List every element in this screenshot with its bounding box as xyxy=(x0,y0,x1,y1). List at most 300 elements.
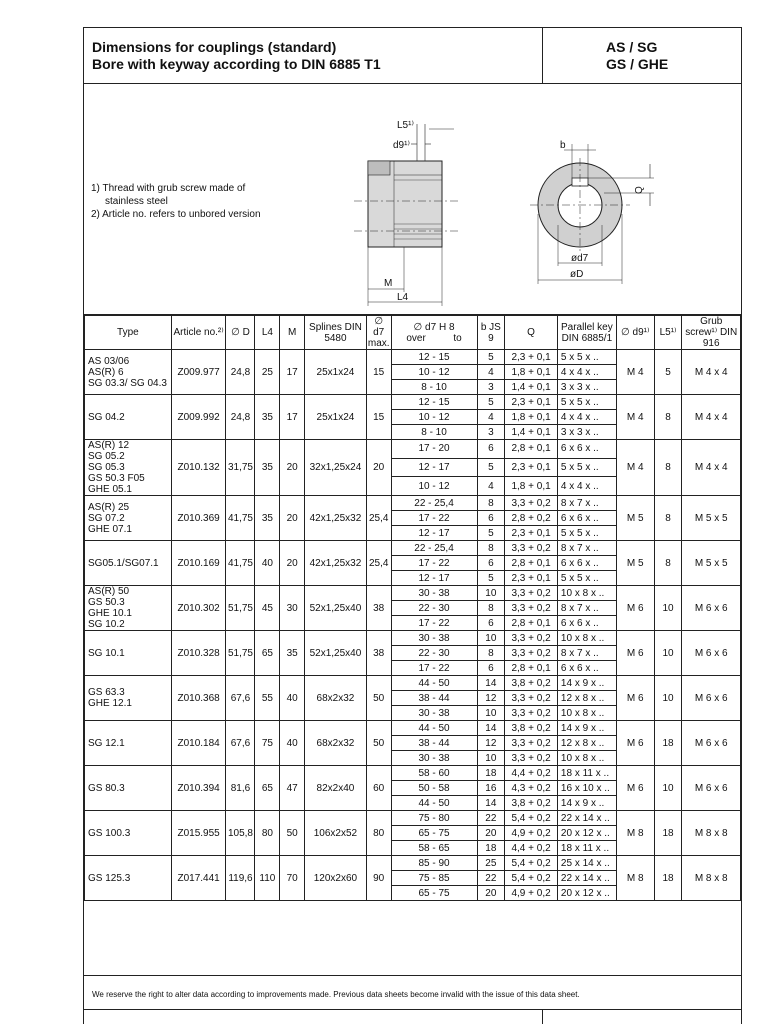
table-row xyxy=(85,766,741,781)
cell-b: 5 xyxy=(477,458,505,477)
cell-l5: 10 xyxy=(654,631,682,676)
cell-d7-range: 75 - 85 xyxy=(391,871,477,886)
cell-m: 70 xyxy=(280,856,305,901)
cell-l4: 75 xyxy=(255,721,280,766)
cell-q: 4,9 + 0,2 xyxy=(505,886,558,901)
cell-parallel-key: 16 x 10 x .. xyxy=(557,781,616,796)
cell-d7-range: 38 - 44 xyxy=(391,691,477,706)
cell-splines: 68x2x32 xyxy=(305,721,367,766)
cell-article: Z010.302 xyxy=(171,586,226,631)
cell-d7-range: 50 - 58 xyxy=(391,781,477,796)
cell-q: 2,3 + 0,1 xyxy=(505,458,558,477)
cell-d7max: 38 xyxy=(366,586,391,631)
cell-q: 3,3 + 0,2 xyxy=(505,736,558,751)
cell-parallel-key: 5 x 5 x .. xyxy=(557,526,616,541)
col-parallel-key: Parallel key DIN 6885/1 xyxy=(557,316,616,350)
cell-q: 2,8 + 0,2 xyxy=(505,511,558,526)
cell-q: 2,8 + 0,1 xyxy=(505,661,558,676)
cell-q: 3,8 + 0,2 xyxy=(505,676,558,691)
cell-b: 20 xyxy=(477,826,505,841)
cell-grub-screw: M 6 x 6 xyxy=(682,676,741,721)
cell-splines: 120x2x60 xyxy=(305,856,367,901)
cell-grub-screw: M 4 x 4 xyxy=(682,440,741,496)
cell-m: 17 xyxy=(280,350,305,395)
col-d: ∅ D xyxy=(226,316,255,350)
cell-parallel-key: 18 x 11 x .. xyxy=(557,766,616,781)
cell-d7max: 50 xyxy=(366,721,391,766)
cell-d: 51,75 xyxy=(226,631,255,676)
cell-b: 5 xyxy=(477,350,505,365)
cell-q: 2,8 + 0,1 xyxy=(505,556,558,571)
coupling-drawing xyxy=(84,84,741,315)
cell-parallel-key: 18 x 11 x .. xyxy=(557,841,616,856)
cell-parallel-key: 6 x 6 x .. xyxy=(557,556,616,571)
col-d7-over: over xyxy=(406,332,426,344)
cell-b: 3 xyxy=(477,380,505,395)
cell-l4: 35 xyxy=(255,395,280,440)
cell-article: Z010.328 xyxy=(171,631,226,676)
cell-q: 2,3 + 0,1 xyxy=(505,526,558,541)
footnote-1: 1) Thread with grub screw made of stainless steel xyxy=(91,183,246,207)
cell-type: GS 125.3 xyxy=(85,856,172,901)
cell-d7max: 38 xyxy=(366,631,391,676)
cell-b: 6 xyxy=(477,616,505,631)
cell-parallel-key: 12 x 8 x .. xyxy=(557,691,616,706)
cell-article: Z010.184 xyxy=(171,721,226,766)
cell-b: 8 xyxy=(477,601,505,616)
cell-splines: 106x2x52 xyxy=(305,811,367,856)
table-row xyxy=(85,496,741,511)
cell-q: 5,4 + 0,2 xyxy=(505,811,558,826)
cell-d7max: 15 xyxy=(366,395,391,440)
sheet-title: Dimensions for couplings (standard) Bore with keyway according to DIN 6885 T1 xyxy=(92,39,381,72)
cell-splines: 52x1,25x40 xyxy=(305,586,367,631)
cell-type: AS(R) 12 SG 05.2 SG 05.3 GS 50.3 F05 GHE 05.1 xyxy=(85,440,172,496)
sheet-header xyxy=(84,28,741,84)
col-l4: L4 xyxy=(255,316,280,350)
cell-b: 4 xyxy=(477,477,505,496)
cell-parallel-key: 4 x 4 x .. xyxy=(557,477,616,496)
cell-d: 81,6 xyxy=(226,766,255,811)
cell-grub-screw: M 5 x 5 xyxy=(682,541,741,586)
cell-parallel-key: 3 x 3 x .. xyxy=(557,425,616,440)
cell-b: 3 xyxy=(477,425,505,440)
cell-parallel-key: 5 x 5 x .. xyxy=(557,571,616,586)
cell-d7-range: 17 - 22 xyxy=(391,661,477,676)
label-q: Q xyxy=(634,186,645,194)
cell-q: 1,4 + 0,1 xyxy=(505,380,558,395)
cell-d: 105,8 xyxy=(226,811,255,856)
cell-parallel-key: 4 x 4 x .. xyxy=(557,410,616,425)
col-grub-screw: Grub screw¹⁾ DIN 916 xyxy=(682,316,741,350)
label-d7: ød7 xyxy=(571,253,589,264)
front-view xyxy=(530,140,654,284)
cell-q: 3,3 + 0,2 xyxy=(505,751,558,766)
footnote-2: 2) Article no. refers to unbored version xyxy=(91,209,261,220)
table-row xyxy=(85,676,741,691)
cell-l5: 10 xyxy=(654,766,682,811)
cell-parallel-key: 10 x 8 x .. xyxy=(557,631,616,646)
cell-parallel-key: 25 x 14 x .. xyxy=(557,856,616,871)
cell-parallel-key: 6 x 6 x .. xyxy=(557,440,616,459)
cell-d9: M 6 xyxy=(616,676,654,721)
cell-d9: M 5 xyxy=(616,541,654,586)
cell-q: 4,4 + 0,2 xyxy=(505,766,558,781)
cell-l5: 8 xyxy=(654,541,682,586)
table-body xyxy=(85,350,741,901)
cell-b: 8 xyxy=(477,541,505,556)
cell-l5: 18 xyxy=(654,811,682,856)
cell-q: 5,4 + 0,2 xyxy=(505,871,558,886)
cell-parallel-key: 6 x 6 x .. xyxy=(557,661,616,676)
col-splines: Splines DIN 5480 xyxy=(305,316,367,350)
cell-parallel-key: 22 x 14 x .. xyxy=(557,871,616,886)
cell-type: AS(R) 25 SG 07.2 GHE 07.1 xyxy=(85,496,172,541)
cell-type: SG05.1/SG07.1 xyxy=(85,541,172,586)
cell-article: Z010.169 xyxy=(171,541,226,586)
cell-article: Z017.441 xyxy=(171,856,226,901)
table-row xyxy=(85,856,741,871)
cell-d7max: 80 xyxy=(366,811,391,856)
footer-divider xyxy=(542,1010,543,1024)
cell-d9: M 8 xyxy=(616,811,654,856)
cell-l4: 65 xyxy=(255,766,280,811)
cell-q: 3,3 + 0,2 xyxy=(505,646,558,661)
cell-grub-screw: M 5 x 5 xyxy=(682,496,741,541)
cell-m: 30 xyxy=(280,586,305,631)
table-row xyxy=(85,631,741,646)
cell-l5: 18 xyxy=(654,721,682,766)
col-article: Article no.²⁾ xyxy=(171,316,226,350)
cell-l5: 8 xyxy=(654,395,682,440)
table-row xyxy=(85,440,741,459)
cell-q: 3,3 + 0,2 xyxy=(505,496,558,511)
cell-l4: 35 xyxy=(255,440,280,496)
cell-m: 50 xyxy=(280,811,305,856)
cell-l5: 5 xyxy=(654,350,682,395)
cell-q: 1,8 + 0,1 xyxy=(505,365,558,380)
cell-b: 8 xyxy=(477,496,505,511)
cell-b: 22 xyxy=(477,811,505,826)
cell-l4: 35 xyxy=(255,496,280,541)
cell-article: Z010.368 xyxy=(171,676,226,721)
cell-l5: 18 xyxy=(654,856,682,901)
cell-q: 2,3 + 0,1 xyxy=(505,395,558,410)
cell-d7-range: 30 - 38 xyxy=(391,751,477,766)
footer-disclaimer: We reserve the right to alter data according to improvements made. Previous data sheets become invalid with the issue of this data sheet. xyxy=(84,975,741,1010)
cell-q: 3,3 + 0,2 xyxy=(505,541,558,556)
cell-q: 4,9 + 0,2 xyxy=(505,826,558,841)
cell-parallel-key: 5 x 5 x .. xyxy=(557,458,616,477)
dimensions-table xyxy=(84,315,741,901)
cell-article: Z010.369 xyxy=(171,496,226,541)
cell-d9: M 4 xyxy=(616,350,654,395)
cell-d7-range: 38 - 44 xyxy=(391,736,477,751)
cell-type: AS(R) 50 GS 50.3 GHE 10.1 SG 10.2 xyxy=(85,586,172,631)
cell-type: GS 80.3 xyxy=(85,766,172,811)
cell-q: 3,3 + 0,2 xyxy=(505,631,558,646)
cell-d9: M 4 xyxy=(616,395,654,440)
cell-l5: 10 xyxy=(654,676,682,721)
cell-m: 20 xyxy=(280,496,305,541)
cell-parallel-key: 4 x 4 x .. xyxy=(557,365,616,380)
cell-d7-range: 30 - 38 xyxy=(391,631,477,646)
cell-grub-screw: M 4 x 4 xyxy=(682,395,741,440)
cell-m: 40 xyxy=(280,721,305,766)
cell-d: 119,6 xyxy=(226,856,255,901)
cell-parallel-key: 10 x 8 x .. xyxy=(557,751,616,766)
cell-b: 5 xyxy=(477,395,505,410)
cell-d: 24,8 xyxy=(226,395,255,440)
cell-grub-screw: M 6 x 6 xyxy=(682,631,741,676)
cell-article: Z015.955 xyxy=(171,811,226,856)
cell-splines: 42x1,25x32 xyxy=(305,541,367,586)
cell-d: 41,75 xyxy=(226,541,255,586)
cell-d7-range: 58 - 60 xyxy=(391,766,477,781)
cell-d7-range: 44 - 50 xyxy=(391,676,477,691)
cell-d7-range: 58 - 65 xyxy=(391,841,477,856)
cell-d7max: 15 xyxy=(366,350,391,395)
cell-m: 35 xyxy=(280,631,305,676)
cell-b: 10 xyxy=(477,586,505,601)
cell-b: 10 xyxy=(477,631,505,646)
cell-d: 51,75 xyxy=(226,586,255,631)
cell-article: Z009.977 xyxy=(171,350,226,395)
cell-q: 2,3 + 0,1 xyxy=(505,350,558,365)
cell-d7-range: 17 - 20 xyxy=(391,440,477,459)
cell-d: 67,6 xyxy=(226,676,255,721)
cell-d7-range: 8 - 10 xyxy=(391,425,477,440)
table-row xyxy=(85,541,741,556)
cell-d7-range: 22 - 25,4 xyxy=(391,541,477,556)
cell-q: 3,8 + 0,2 xyxy=(505,796,558,811)
cell-splines: 52x1,25x40 xyxy=(305,631,367,676)
cell-d7-range: 85 - 90 xyxy=(391,856,477,871)
cell-d7-range: 22 - 30 xyxy=(391,601,477,616)
cell-splines: 68x2x32 xyxy=(305,676,367,721)
cell-parallel-key: 8 x 7 x .. xyxy=(557,601,616,616)
cell-l4: 25 xyxy=(255,350,280,395)
cell-b: 5 xyxy=(477,571,505,586)
cell-type: GS 63.3 GHE 12.1 xyxy=(85,676,172,721)
cell-d7-range: 17 - 22 xyxy=(391,616,477,631)
cell-d: 41,75 xyxy=(226,496,255,541)
cell-grub-screw: M 4 x 4 xyxy=(682,350,741,395)
cell-d7-range: 12 - 17 xyxy=(391,458,477,477)
cell-l4: 110 xyxy=(255,856,280,901)
cell-m: 20 xyxy=(280,541,305,586)
label-l5: L5¹⁾ xyxy=(397,120,414,131)
cell-b: 20 xyxy=(477,886,505,901)
cell-q: 3,3 + 0,2 xyxy=(505,706,558,721)
cell-d9: M 8 xyxy=(616,856,654,901)
label-d: øD xyxy=(570,269,584,280)
cell-b: 18 xyxy=(477,841,505,856)
cell-m: 17 xyxy=(280,395,305,440)
col-b: b JS 9 xyxy=(477,316,505,350)
cell-l5: 10 xyxy=(654,586,682,631)
cell-q: 3,3 + 0,2 xyxy=(505,691,558,706)
cell-type: GS 100.3 xyxy=(85,811,172,856)
cell-m: 20 xyxy=(280,440,305,496)
cell-d7-range: 17 - 22 xyxy=(391,556,477,571)
cell-d7-range: 10 - 12 xyxy=(391,410,477,425)
cell-d7-range: 44 - 50 xyxy=(391,796,477,811)
cell-type: SG 10.1 xyxy=(85,631,172,676)
cell-grub-screw: M 8 x 8 xyxy=(682,811,741,856)
cell-l5: 8 xyxy=(654,440,682,496)
cell-article: Z010.132 xyxy=(171,440,226,496)
cell-parallel-key: 14 x 9 x .. xyxy=(557,676,616,691)
cell-parallel-key: 3 x 3 x .. xyxy=(557,380,616,395)
cell-type: AS 03/06 AS(R) 6 SG 03.3/ SG 04.3 xyxy=(85,350,172,395)
table-row xyxy=(85,586,741,601)
cell-m: 47 xyxy=(280,766,305,811)
cell-q: 2,3 + 0,1 xyxy=(505,571,558,586)
cell-d7max: 25,4 xyxy=(366,496,391,541)
cell-d7-range: 30 - 38 xyxy=(391,586,477,601)
cell-d7max: 90 xyxy=(366,856,391,901)
cell-parallel-key: 6 x 6 x .. xyxy=(557,511,616,526)
cell-d9: M 5 xyxy=(616,496,654,541)
cell-d7max: 60 xyxy=(366,766,391,811)
cell-b: 6 xyxy=(477,440,505,459)
cell-b: 5 xyxy=(477,526,505,541)
cell-parallel-key: 5 x 5 x .. xyxy=(557,395,616,410)
cell-d7-range: 22 - 25,4 xyxy=(391,496,477,511)
cell-d9: M 6 xyxy=(616,766,654,811)
cell-parallel-key: 12 x 8 x .. xyxy=(557,736,616,751)
cell-d7max: 20 xyxy=(366,440,391,496)
label-b: b xyxy=(560,140,566,151)
cell-d7-range: 12 - 15 xyxy=(391,395,477,410)
cell-q: 3,3 + 0,2 xyxy=(505,586,558,601)
cell-l4: 55 xyxy=(255,676,280,721)
cell-d7max: 25,4 xyxy=(366,541,391,586)
cell-type: SG 04.2 xyxy=(85,395,172,440)
cell-d7-range: 10 - 12 xyxy=(391,365,477,380)
series-label: AS / SG GS / GHE xyxy=(606,39,669,72)
label-m: M xyxy=(384,278,393,289)
cell-splines: 82x2x40 xyxy=(305,766,367,811)
cell-parallel-key: 14 x 9 x .. xyxy=(557,796,616,811)
cell-article: Z009.992 xyxy=(171,395,226,440)
cell-b: 6 xyxy=(477,556,505,571)
cell-d7-range: 22 - 30 xyxy=(391,646,477,661)
cell-q: 4,3 + 0,2 xyxy=(505,781,558,796)
table-header-row xyxy=(85,316,741,350)
cell-b: 14 xyxy=(477,676,505,691)
cell-b: 12 xyxy=(477,736,505,751)
technical-drawing-panel xyxy=(84,84,741,315)
cell-m: 40 xyxy=(280,676,305,721)
col-m: M xyxy=(280,316,305,350)
cell-type: SG 12.1 xyxy=(85,721,172,766)
cell-d: 31,75 xyxy=(226,440,255,496)
table-row xyxy=(85,721,741,736)
col-type: Type xyxy=(85,316,172,350)
cell-parallel-key: 22 x 14 x .. xyxy=(557,811,616,826)
cell-b: 14 xyxy=(477,721,505,736)
cell-l4: 80 xyxy=(255,811,280,856)
label-d9: d9¹⁾ xyxy=(393,140,410,151)
cell-b: 25 xyxy=(477,856,505,871)
header-divider xyxy=(542,28,543,84)
col-d7h8: ∅ d7 H 8 over to xyxy=(391,316,477,350)
cell-b: 14 xyxy=(477,796,505,811)
cell-grub-screw: M 6 x 6 xyxy=(682,766,741,811)
cell-d7-range: 44 - 50 xyxy=(391,721,477,736)
cell-splines: 25x1x24 xyxy=(305,395,367,440)
cell-parallel-key: 5 x 5 x .. xyxy=(557,350,616,365)
cell-q: 1,4 + 0,1 xyxy=(505,425,558,440)
cell-d7-range: 30 - 38 xyxy=(391,706,477,721)
cell-d7max: 50 xyxy=(366,676,391,721)
cell-d: 24,8 xyxy=(226,350,255,395)
cell-grub-screw: M 6 x 6 xyxy=(682,721,741,766)
cell-parallel-key: 8 x 7 x .. xyxy=(557,496,616,511)
cell-b: 10 xyxy=(477,751,505,766)
col-q: Q xyxy=(505,316,558,350)
cell-parallel-key: 20 x 12 x .. xyxy=(557,826,616,841)
cell-d7-range: 12 - 17 xyxy=(391,571,477,586)
cell-parallel-key: 10 x 8 x .. xyxy=(557,706,616,721)
col-d7max: ∅ d7 max. xyxy=(367,316,390,349)
col-l5: L5¹⁾ xyxy=(654,316,682,350)
cell-d: 67,6 xyxy=(226,721,255,766)
cell-d7-range: 12 - 15 xyxy=(391,350,477,365)
cell-d9: M 6 xyxy=(616,721,654,766)
cell-b: 16 xyxy=(477,781,505,796)
cell-q: 2,8 + 0,1 xyxy=(505,440,558,459)
label-l4: L4 xyxy=(397,292,409,303)
cell-d9: M 6 xyxy=(616,586,654,631)
cell-q: 5,4 + 0,2 xyxy=(505,856,558,871)
cell-b: 8 xyxy=(477,646,505,661)
cell-d9: M 6 xyxy=(616,631,654,676)
cell-d7-range: 17 - 22 xyxy=(391,511,477,526)
cell-parallel-key: 20 x 12 x .. xyxy=(557,886,616,901)
cell-b: 6 xyxy=(477,511,505,526)
cell-q: 3,3 + 0,2 xyxy=(505,601,558,616)
cell-b: 4 xyxy=(477,365,505,380)
cell-parallel-key: 6 x 6 x .. xyxy=(557,616,616,631)
cell-q: 3,8 + 0,2 xyxy=(505,721,558,736)
cell-b: 22 xyxy=(477,871,505,886)
cell-d7-range: 12 - 17 xyxy=(391,526,477,541)
col-d9: ∅ d9¹⁾ xyxy=(616,316,654,350)
cell-b: 18 xyxy=(477,766,505,781)
cell-d7-range: 65 - 75 xyxy=(391,826,477,841)
cell-grub-screw: M 8 x 8 xyxy=(682,856,741,901)
cell-d9: M 4 xyxy=(616,440,654,496)
cell-parallel-key: 10 x 8 x .. xyxy=(557,586,616,601)
cell-q: 2,8 + 0,1 xyxy=(505,616,558,631)
cell-splines: 25x1x24 xyxy=(305,350,367,395)
cell-article: Z010.394 xyxy=(171,766,226,811)
side-view xyxy=(354,120,459,306)
cell-l4: 45 xyxy=(255,586,280,631)
cell-parallel-key: 8 x 7 x .. xyxy=(557,541,616,556)
cell-d7-range: 10 - 12 xyxy=(391,477,477,496)
cell-parallel-key: 8 x 7 x .. xyxy=(557,646,616,661)
cell-d7-range: 65 - 75 xyxy=(391,886,477,901)
cell-l4: 40 xyxy=(255,541,280,586)
cell-b: 10 xyxy=(477,706,505,721)
col-d7-to: to xyxy=(453,332,462,344)
cell-q: 1,8 + 0,1 xyxy=(505,410,558,425)
cell-d7-range: 75 - 80 xyxy=(391,811,477,826)
